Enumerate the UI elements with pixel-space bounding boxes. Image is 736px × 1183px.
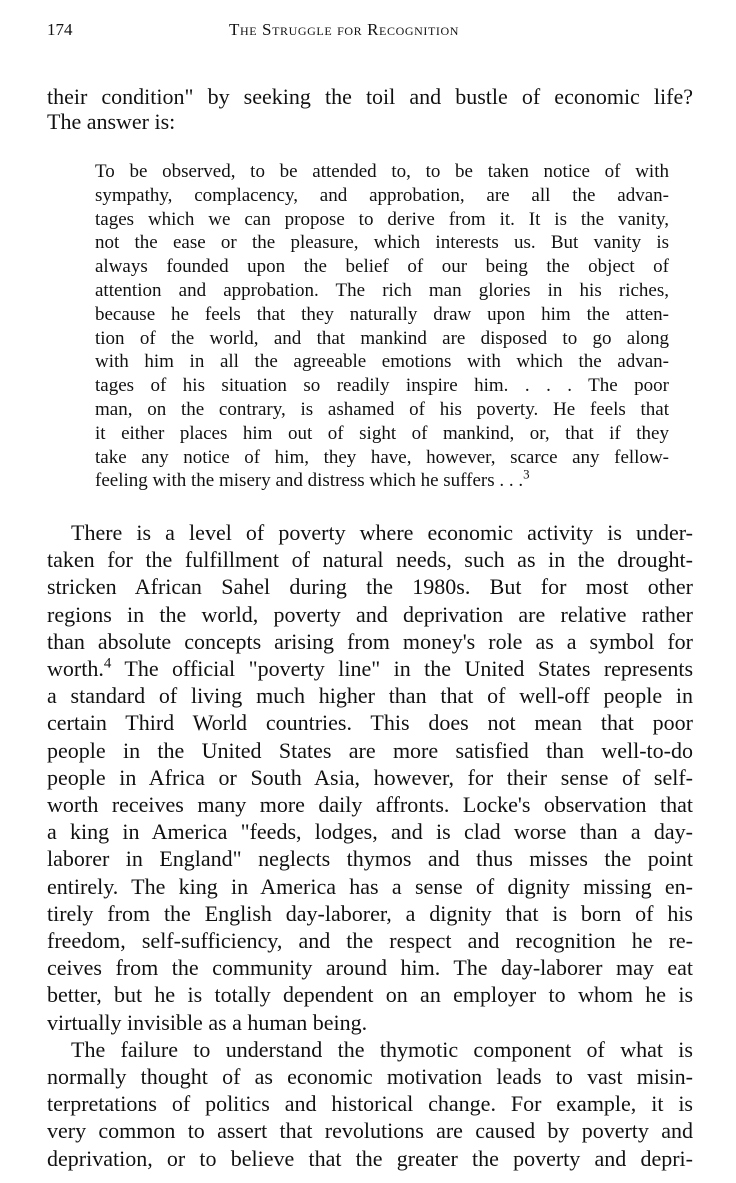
quote-line: sympathy, complacency, and approbation, are all the advan- — [95, 184, 669, 206]
paragraph-line: people in Africa or South Asia, however, for their sense of self- — [47, 764, 693, 790]
quote-line: it either places him out of sight of mankind, or, that if they — [95, 422, 669, 444]
paragraph-line: very common to assert that revolutions are caused by poverty and — [47, 1118, 693, 1144]
paragraph-line: entirely. The king in America has a sense of dignity missing en- — [47, 873, 693, 899]
paragraph-line: better, but he is totally dependent on an employer to whom he is — [47, 982, 693, 1008]
paragraph-line: tirely from the English day-laborer, a dignity that is born of his — [47, 900, 693, 926]
quote-line: not the ease or the pleasure, which interests us. But vanity is — [95, 232, 669, 254]
quote-line: tages which we can propose to derive from it. It is the vanity, — [95, 208, 669, 230]
footnote-reference: 4 — [103, 655, 112, 672]
quote-line-text: feeling with the misery and distress which he suffers . . . — [95, 470, 524, 492]
main-text — [47, 519, 693, 1172]
quote-last-line — [95, 466, 669, 493]
paragraph-line: There is a level of poverty where economic activity is under- — [71, 520, 693, 545]
footnote-reference: 3 — [523, 466, 530, 482]
running-head — [47, 18, 693, 42]
paragraph-line: a standard of living much higher than that of well-off people in — [47, 683, 693, 709]
block-quote — [95, 160, 669, 493]
book-page — [47, 0, 693, 1183]
paragraph-line: ceives from the community around him. The day-laborer may eat — [47, 955, 693, 981]
quote-line: always founded upon the belief of our being the object of — [95, 256, 669, 278]
quote-line: attention and approbation. The rich man glories in his riches, — [95, 279, 669, 301]
paragraph-line: laborer in England" neglects thymos and thus misses the point — [47, 846, 693, 872]
paragraph-line: The failure to understand the thymotic component of what is — [71, 1036, 693, 1062]
quote-line: To be observed, to be attended to, to be taken notice of with — [95, 161, 669, 182]
paragraph-line: regions in the world, poverty and deprivation are relative rather — [47, 601, 693, 627]
quote-line: take any notice of him, they have, however, scarce any fellow- — [95, 446, 669, 468]
quote-line: tion of the world, and that mankind are disposed to go along — [95, 327, 669, 349]
quote-line: tages of his situation so readily inspire him. . . . The poor — [95, 375, 669, 397]
paragraph-line: worth receives many more daily affronts. Locke's observation that — [47, 792, 693, 818]
paragraph-line: people in the United States are more satisfied than well-to-do — [47, 737, 693, 763]
paragraph-line: a king in America "feeds, lodges, and is clad worse than a day- — [47, 819, 693, 845]
paragraph-line: virtually invisible as a human being. — [47, 1009, 368, 1035]
paragraph-line: than absolute concepts arising from money's role as a symbol for — [47, 628, 693, 654]
intro-line: their condition" by seeking the toil and bustle of economic life? — [47, 84, 693, 109]
paragraph-line: stricken African Sahel during the 1980s. But for most other — [47, 574, 693, 600]
line-start-text: worth. — [47, 656, 104, 682]
quote-line: man, on the contrary, is ashamed of his poverty. He feels that — [95, 398, 669, 420]
paragraph-line: taken for the fulfillment of natural needs, such as in the drought- — [47, 547, 693, 573]
paragraph-line: terpretations of politics and historical change. For example, it is — [47, 1091, 693, 1117]
intro-paragraph — [47, 84, 693, 134]
paragraph-line: deprivation, or to believe that the greater the poverty and depri- — [47, 1145, 693, 1171]
quote-line: because he feels that they naturally draw upon him the atten- — [95, 303, 669, 325]
paragraph-line: freedom, self-sufficiency, and the respect and recognition he re- — [47, 928, 693, 954]
running-title: The Struggle for Recognition — [229, 20, 460, 39]
quote-line: with him in all the agreeable emotions with which the advan- — [95, 351, 669, 373]
intro-line: The answer is: — [47, 109, 176, 134]
paragraph-line: certain Third World countries. This does not mean that poor — [47, 710, 693, 736]
line-end-text: The official "poverty line" in the United States represents — [124, 656, 694, 682]
paragraph-line: normally thought of as economic motivation leads to vast misin- — [47, 1064, 693, 1090]
paragraph-line-with-note — [47, 655, 693, 682]
page-number: 174 — [47, 20, 73, 39]
